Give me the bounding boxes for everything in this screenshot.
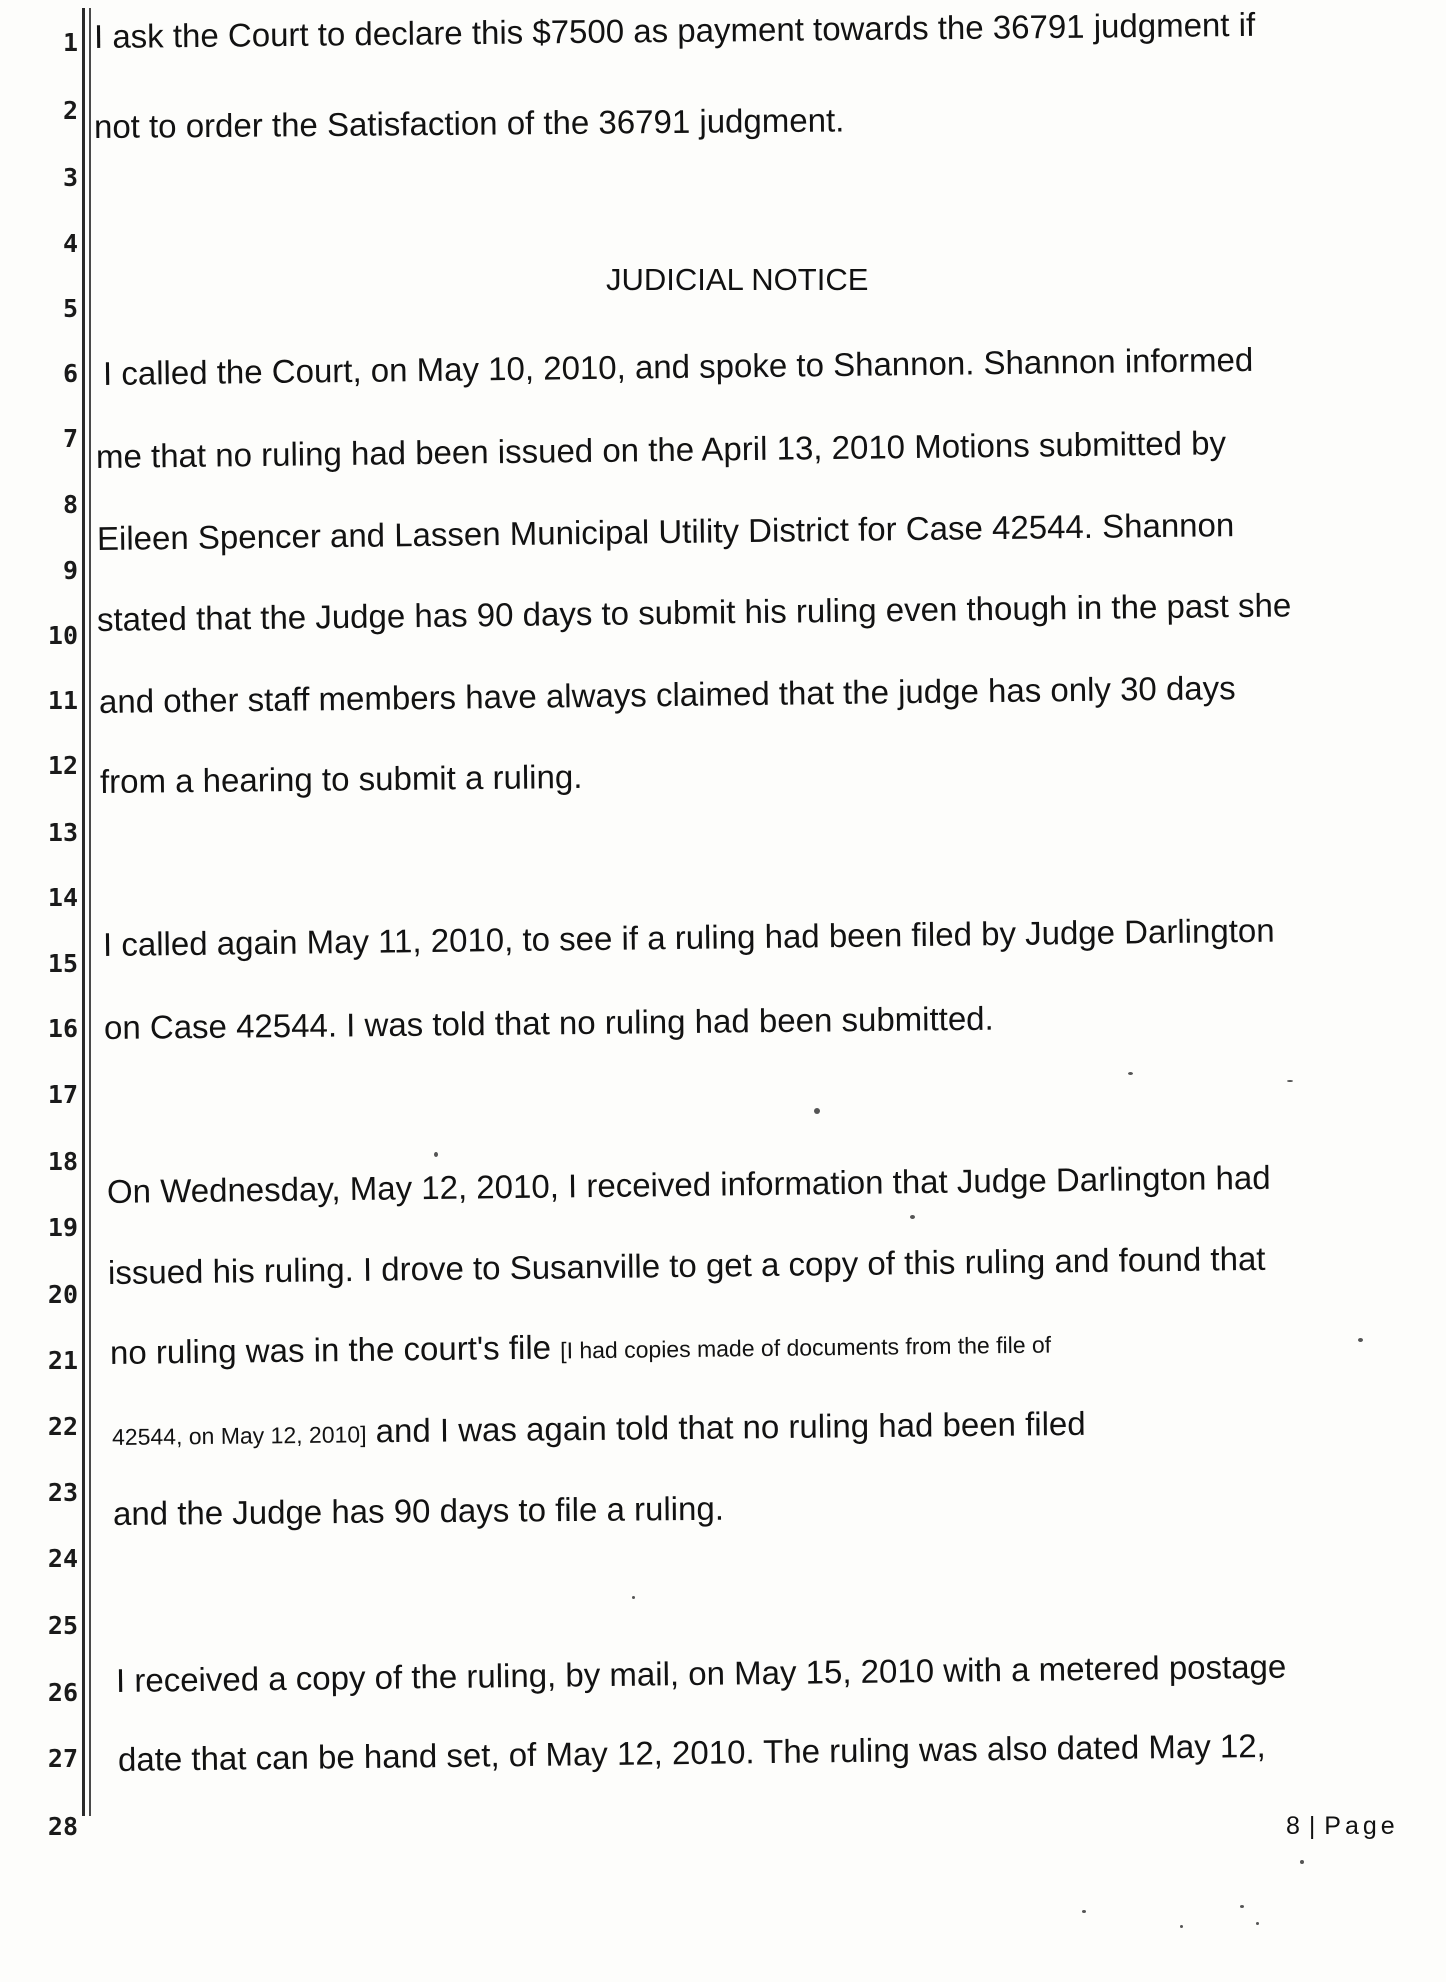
line-number: 1	[62, 28, 78, 57]
body-text: and I was again told that no ruling had been filed	[366, 1404, 1086, 1450]
line-number: 8	[62, 490, 78, 519]
margin-rule	[82, 8, 85, 1816]
body-line: On Wednesday, May 12, 2010, I received information that Judge Darlington had	[106, 1158, 1271, 1210]
body-line: and other staff members have always claimed that the judge has only 30 days	[98, 669, 1236, 720]
scan-speck	[434, 1152, 438, 1157]
line-number: 24	[47, 1544, 78, 1573]
line-number: 27	[47, 1744, 78, 1773]
scan-speck	[814, 1108, 820, 1114]
line-number: 26	[47, 1678, 78, 1707]
body-line	[110, 1325, 1051, 1369]
body-line	[111, 1404, 1086, 1450]
line-number: 3	[62, 163, 78, 192]
scan-speck	[1082, 1910, 1086, 1913]
line-number: 11	[47, 686, 78, 715]
line-number: 2	[62, 96, 78, 125]
line-number: 6	[62, 359, 78, 388]
body-line: I called again May 11, 2010, to see if a ruling had been filed by Judge Darlington	[102, 911, 1275, 963]
line-number: 25	[47, 1611, 78, 1640]
body-line: issued his ruling. I drove to Susanville to get a copy of this ruling and found that	[107, 1239, 1266, 1291]
line-number: 14	[47, 883, 78, 912]
line-number: 4	[62, 229, 78, 258]
line-number: 18	[47, 1147, 78, 1176]
scan-speck	[1180, 1925, 1183, 1928]
body-line: I ask the Court to declare this $7500 as payment towards the 36791 judgment if	[93, 5, 1256, 55]
line-number: 7	[62, 424, 78, 453]
body-line: I called the Court, on May 10, 2010, and spoke to Shannon. Shannon informed	[102, 340, 1254, 392]
scan-speck	[1287, 1080, 1293, 1082]
scan-speck	[1240, 1905, 1244, 1908]
scan-speck	[632, 1596, 635, 1599]
margin-rule-inner	[89, 8, 91, 1816]
body-line: stated that the Judge has 90 days to submit his ruling even though in the past she	[96, 586, 1292, 638]
section-heading: JUDICIAL NOTICE	[606, 262, 869, 297]
scan-speck	[1300, 1860, 1304, 1864]
body-line: from a hearing to submit a ruling.	[99, 757, 583, 800]
line-number: 22	[47, 1412, 78, 1441]
line-number: 16	[47, 1014, 78, 1043]
line-number: 28	[47, 1812, 78, 1841]
page-label: Page	[1324, 1812, 1399, 1840]
bracket-note: [I had copies made of documents from the file of	[560, 1331, 1052, 1364]
scan-speck	[1358, 1338, 1363, 1342]
body-line: date that can be hand set, of May 12, 2010. The ruling was also dated May 12,	[117, 1726, 1266, 1778]
body-line: I received a copy of the ruling, by mail, on May 15, 2010 with a metered postage	[115, 1647, 1287, 1699]
line-number: 10	[47, 621, 78, 650]
scan-speck	[910, 1215, 915, 1219]
line-number: 13	[47, 818, 78, 847]
footer-separator: |	[1300, 1812, 1325, 1840]
line-number: 5	[62, 294, 78, 323]
body-text: no ruling was in the court's file	[109, 1328, 552, 1371]
body-line: not to order the Satisfaction of the 36791 judgment.	[93, 101, 845, 145]
line-number: 19	[47, 1213, 78, 1242]
bracket-note: 42544, on May 12, 2010]	[111, 1421, 367, 1450]
line-number: 21	[47, 1346, 78, 1375]
line-number: 20	[47, 1280, 78, 1309]
line-number: 9	[62, 556, 78, 585]
line-number: 23	[47, 1478, 78, 1507]
line-number: 12	[47, 751, 78, 780]
page-footer	[1286, 1812, 1399, 1841]
scan-speck	[1256, 1922, 1259, 1925]
body-line: me that no ruling had been issued on the April 13, 2010 Motions submitted by	[95, 424, 1227, 475]
body-line: Eileen Spencer and Lassen Municipal Utility District for Case 42544. Shannon	[96, 506, 1235, 557]
line-number: 17	[47, 1080, 78, 1109]
line-number: 15	[47, 949, 78, 978]
body-line: and the Judge has 90 days to file a ruling.	[112, 1489, 725, 1532]
page-number: 8	[1286, 1812, 1301, 1840]
body-line: on Case 42544. I was told that no ruling had been submitted.	[103, 999, 994, 1046]
scan-speck	[1128, 1072, 1133, 1075]
